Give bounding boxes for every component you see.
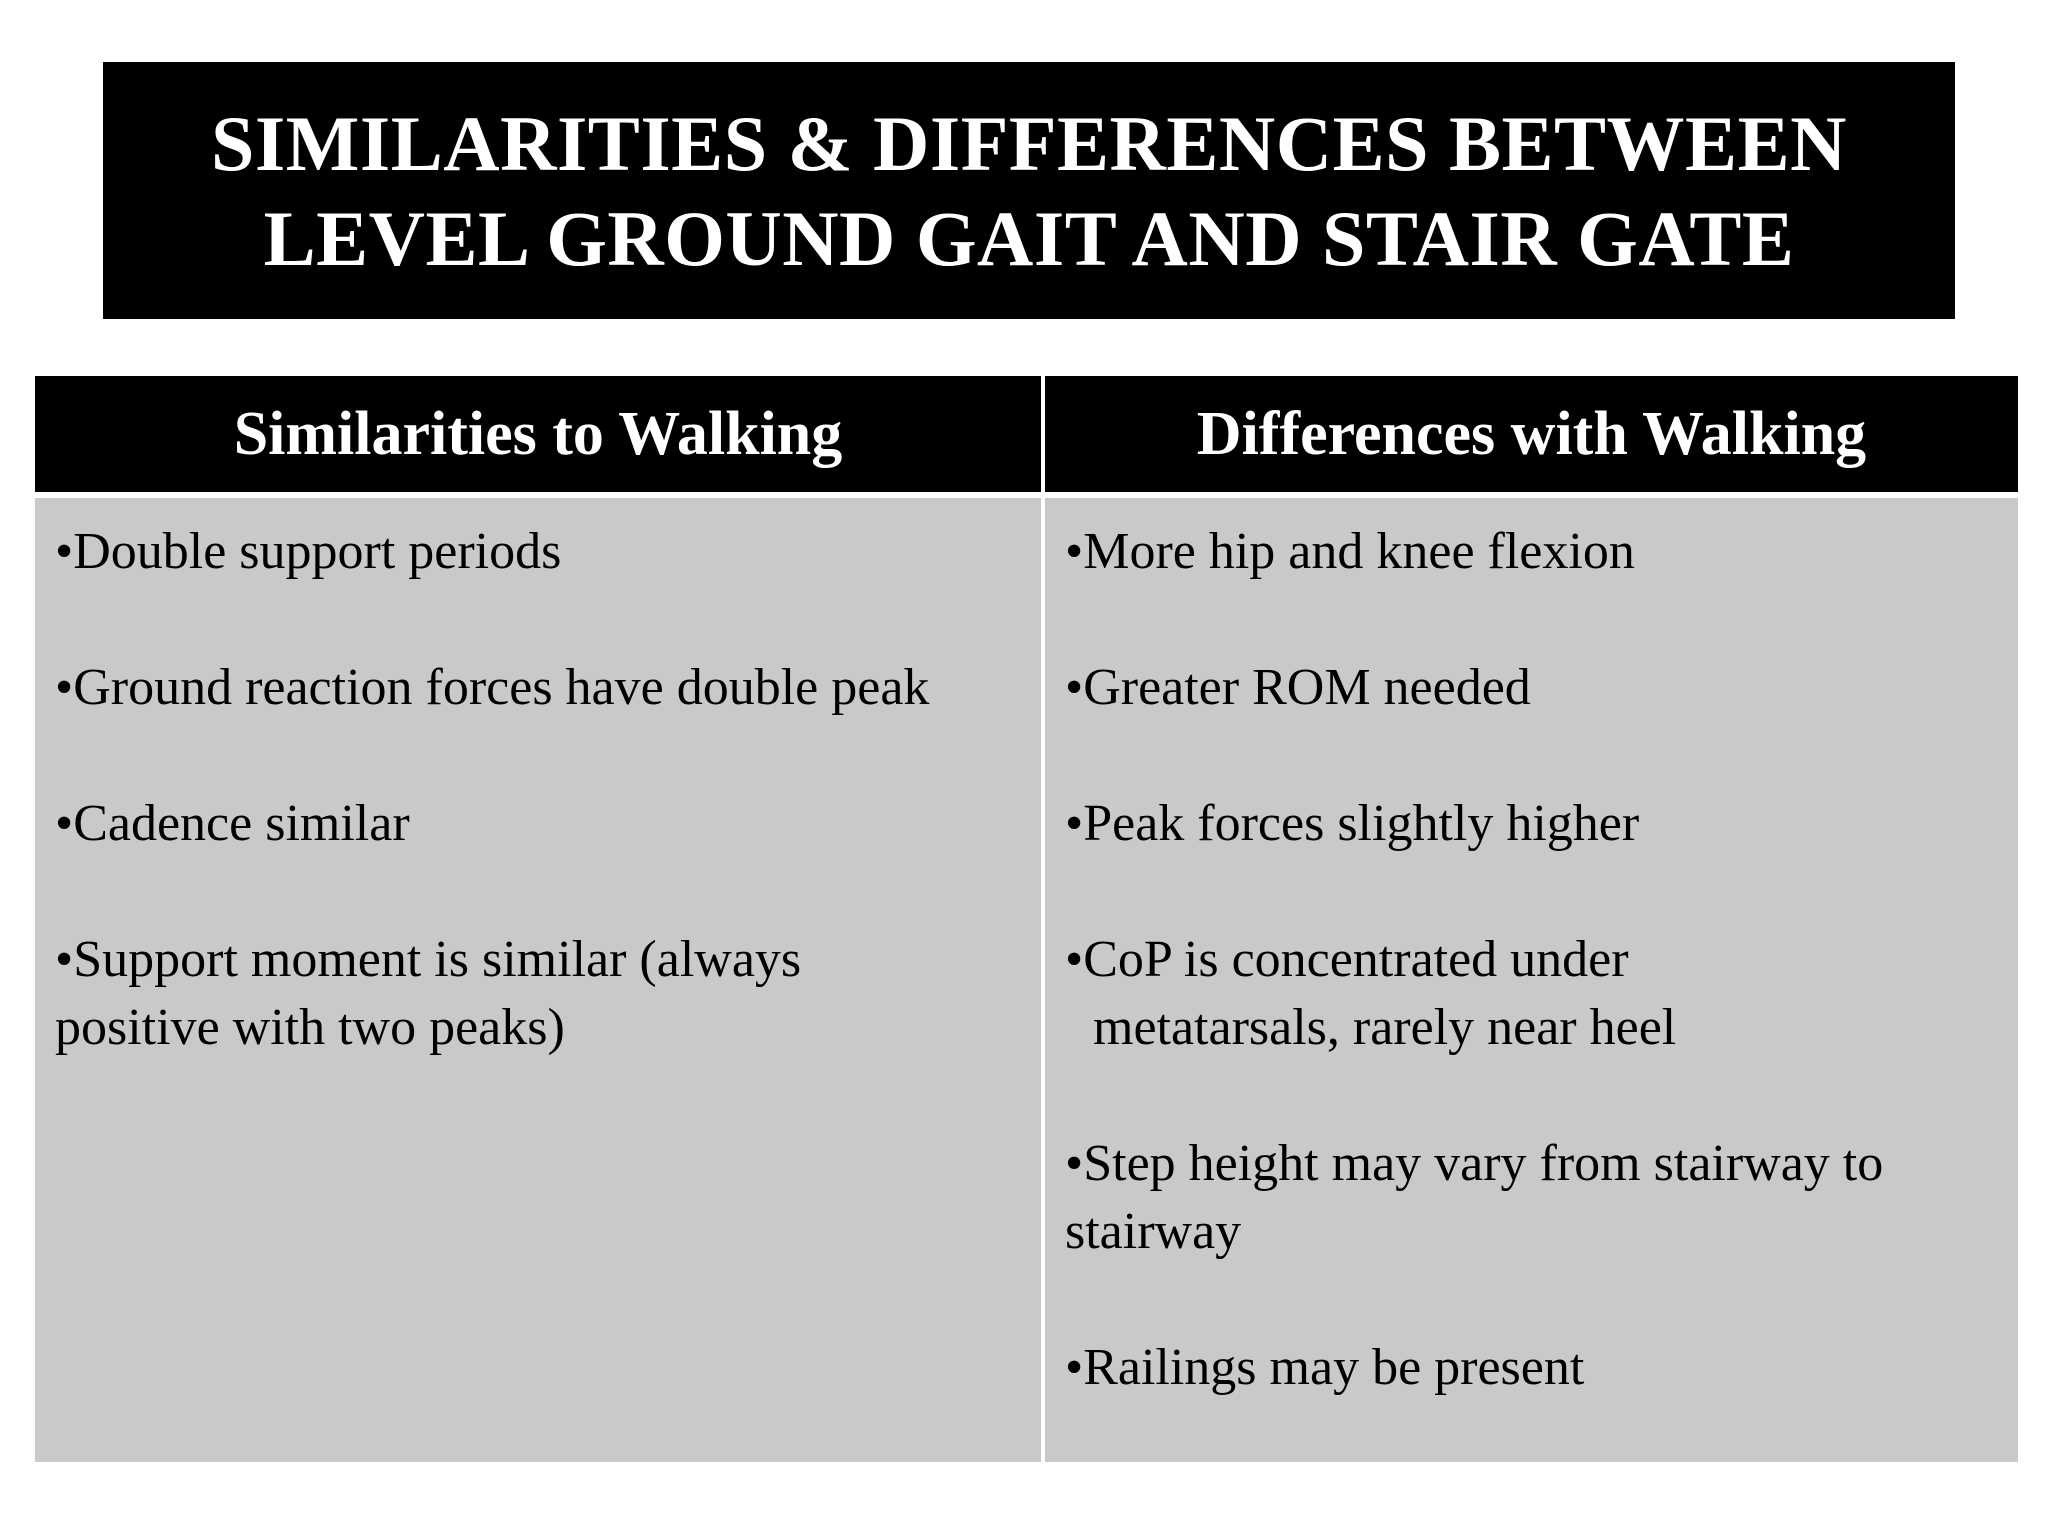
list-item [55,790,1021,858]
title-line-2: LEVEL GROUND GAIT AND STAIR GATE [263,194,1795,282]
list-item-text: •Railings may be present [1065,1339,1585,1396]
similarities-column [35,498,1041,1462]
list-item [1065,790,1998,858]
title-line-1: SIMILARITIES & DIFFERENCES BETWEEN [211,99,1847,187]
list-item-text-continued: stairway [1065,1203,1242,1260]
list-item-text: •More hip and knee flexion [1065,523,1635,580]
list-item [55,654,1021,722]
list-item [1065,926,1998,1062]
list-item-text: •Double support periods [55,523,562,580]
list-item-text: •Greater ROM needed [1065,659,1531,716]
list-item-text-continued: metatarsals, rarely near heel [1093,999,1677,1056]
list-item-text: •Peak forces slightly higher [1065,795,1640,852]
header-similarities: Similarities to Walking [35,376,1041,492]
list-item-text: •Cadence similar [55,795,410,852]
list-item [1065,654,1998,722]
comparison-table [35,376,2018,1462]
list-item-text: •Support moment is similar (always [55,931,802,988]
list-item [55,518,1021,586]
list-item-text-continued: positive with two peaks) [55,999,565,1056]
differences-column [1045,498,2018,1462]
slide-title [103,62,1955,319]
list-item [1065,518,1998,586]
list-item-text: •Ground reaction forces have double peak [55,659,930,716]
list-item [1065,1130,1998,1266]
list-item-text: •CoP is concentrated under [1065,931,1629,988]
list-item [1065,1334,1998,1402]
list-item-text: •Step height may vary from stairway to [1065,1135,1884,1192]
header-differences: Differences with Walking [1045,376,2018,492]
list-item [55,926,1021,1062]
